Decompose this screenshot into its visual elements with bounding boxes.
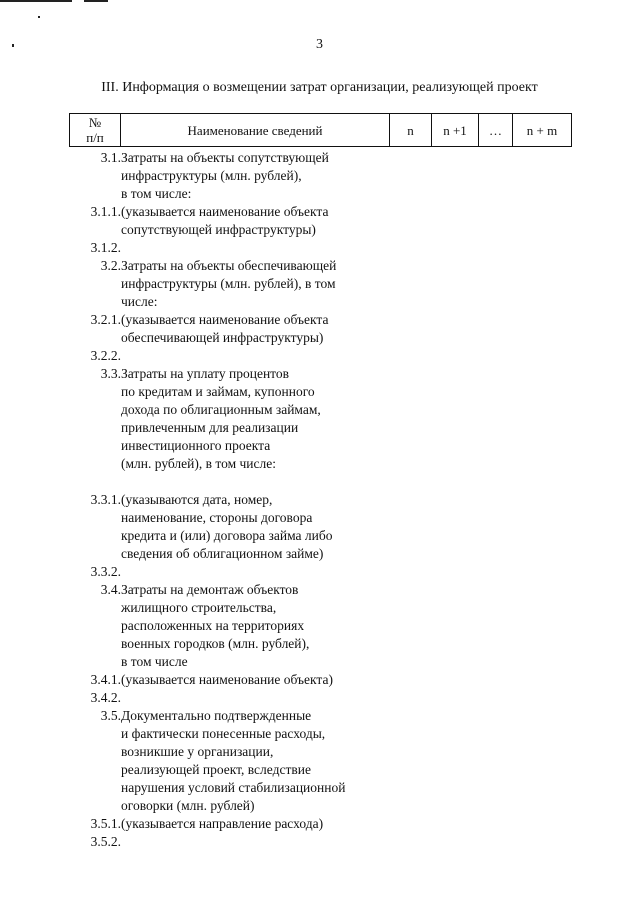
row-number: 3.3. xyxy=(100,366,121,381)
table-row xyxy=(69,257,389,311)
table-row xyxy=(69,833,389,851)
table-row xyxy=(69,815,389,833)
row-number: 3.2.1. xyxy=(90,312,121,327)
header-col-n-plus-m: n + m xyxy=(513,114,572,147)
row-name xyxy=(121,833,389,851)
row-number: 3.2. xyxy=(100,258,121,273)
row-number: 3.4. xyxy=(100,582,121,597)
row-name xyxy=(121,239,389,257)
row-name: (указывается наименование объекта обеспечивающей инфраструктуры) xyxy=(121,312,329,345)
header-name: Наименование сведений xyxy=(121,114,390,147)
table-row xyxy=(69,671,389,689)
table-header xyxy=(69,113,572,147)
row-number: 3.3.1. xyxy=(90,492,121,507)
row-name: Затраты на уплату процентов по кредитам и займам, купонного дохода по облигационным займам, привлеченным для реализации инвестиционного проекта (млн. рублей), в том числе: xyxy=(121,366,321,471)
table-row xyxy=(69,347,389,365)
page-number: 3 xyxy=(316,37,323,52)
row-name xyxy=(121,347,389,365)
row-name xyxy=(121,563,389,581)
scan-artifact-line xyxy=(0,0,72,2)
row-number: 3.1.1. xyxy=(90,204,121,219)
row-name: Затраты на объекты сопутствующей инфраструктуры (млн. рублей), в том числе: xyxy=(121,150,329,201)
row-number: 3.3.2. xyxy=(90,564,121,579)
section-title: III. Информация о возмещении затрат организации, реализующей проект xyxy=(101,80,538,95)
table-row xyxy=(69,689,389,707)
table-body xyxy=(69,149,389,851)
header-col-n-plus-1: n +1 xyxy=(432,114,479,147)
table-row xyxy=(69,311,389,347)
row-name: Документально подтвержденные и фактически понесенные расходы, возникшие у организации, реализующей проект, вследствие нарушения условий стабилизационной оговорки (млн. рублей) xyxy=(121,708,346,813)
row-number: 3.1.2. xyxy=(90,240,121,255)
table-row xyxy=(69,581,389,671)
row-spacer xyxy=(69,473,389,491)
row-number: 3.1. xyxy=(100,150,121,165)
row-number: 3.4.1. xyxy=(90,672,121,687)
row-name: (указывается наименование объекта) xyxy=(121,672,333,687)
row-number: 3.5.2. xyxy=(90,834,121,849)
table-row xyxy=(69,707,389,815)
header-col-ellipsis: … xyxy=(479,114,513,147)
row-name: (указывается наименование объекта сопутствующей инфраструктуры) xyxy=(121,204,329,237)
row-number: 3.2.2. xyxy=(90,348,121,363)
row-number: 3.5. xyxy=(100,708,121,723)
row-number: 3.4.2. xyxy=(90,690,121,705)
row-name: Затраты на демонтаж объектов жилищного строительства, расположенных на территориях военных городков (млн. рублей), в том числе xyxy=(121,582,310,669)
table-row xyxy=(69,365,389,473)
table-row xyxy=(69,239,389,257)
scan-artifact-dot xyxy=(38,16,40,18)
row-name xyxy=(121,689,389,707)
header-number: № п/п xyxy=(70,114,121,147)
row-number: 3.5.1. xyxy=(90,816,121,831)
header-col-n: n xyxy=(390,114,432,147)
table-row xyxy=(69,563,389,581)
row-name: Затраты на объекты обеспечивающей инфраструктуры (млн. рублей), в том числе: xyxy=(121,258,337,309)
table-row xyxy=(69,149,389,203)
table-row xyxy=(69,203,389,239)
row-name: (указывается направление расхода) xyxy=(121,816,324,831)
row-name: (указываются дата, номер, наименование, стороны договора кредита и (или) договора займа либо сведения об облигационном займе) xyxy=(121,492,333,561)
scan-artifact-line xyxy=(84,0,108,2)
table-row xyxy=(69,491,389,563)
